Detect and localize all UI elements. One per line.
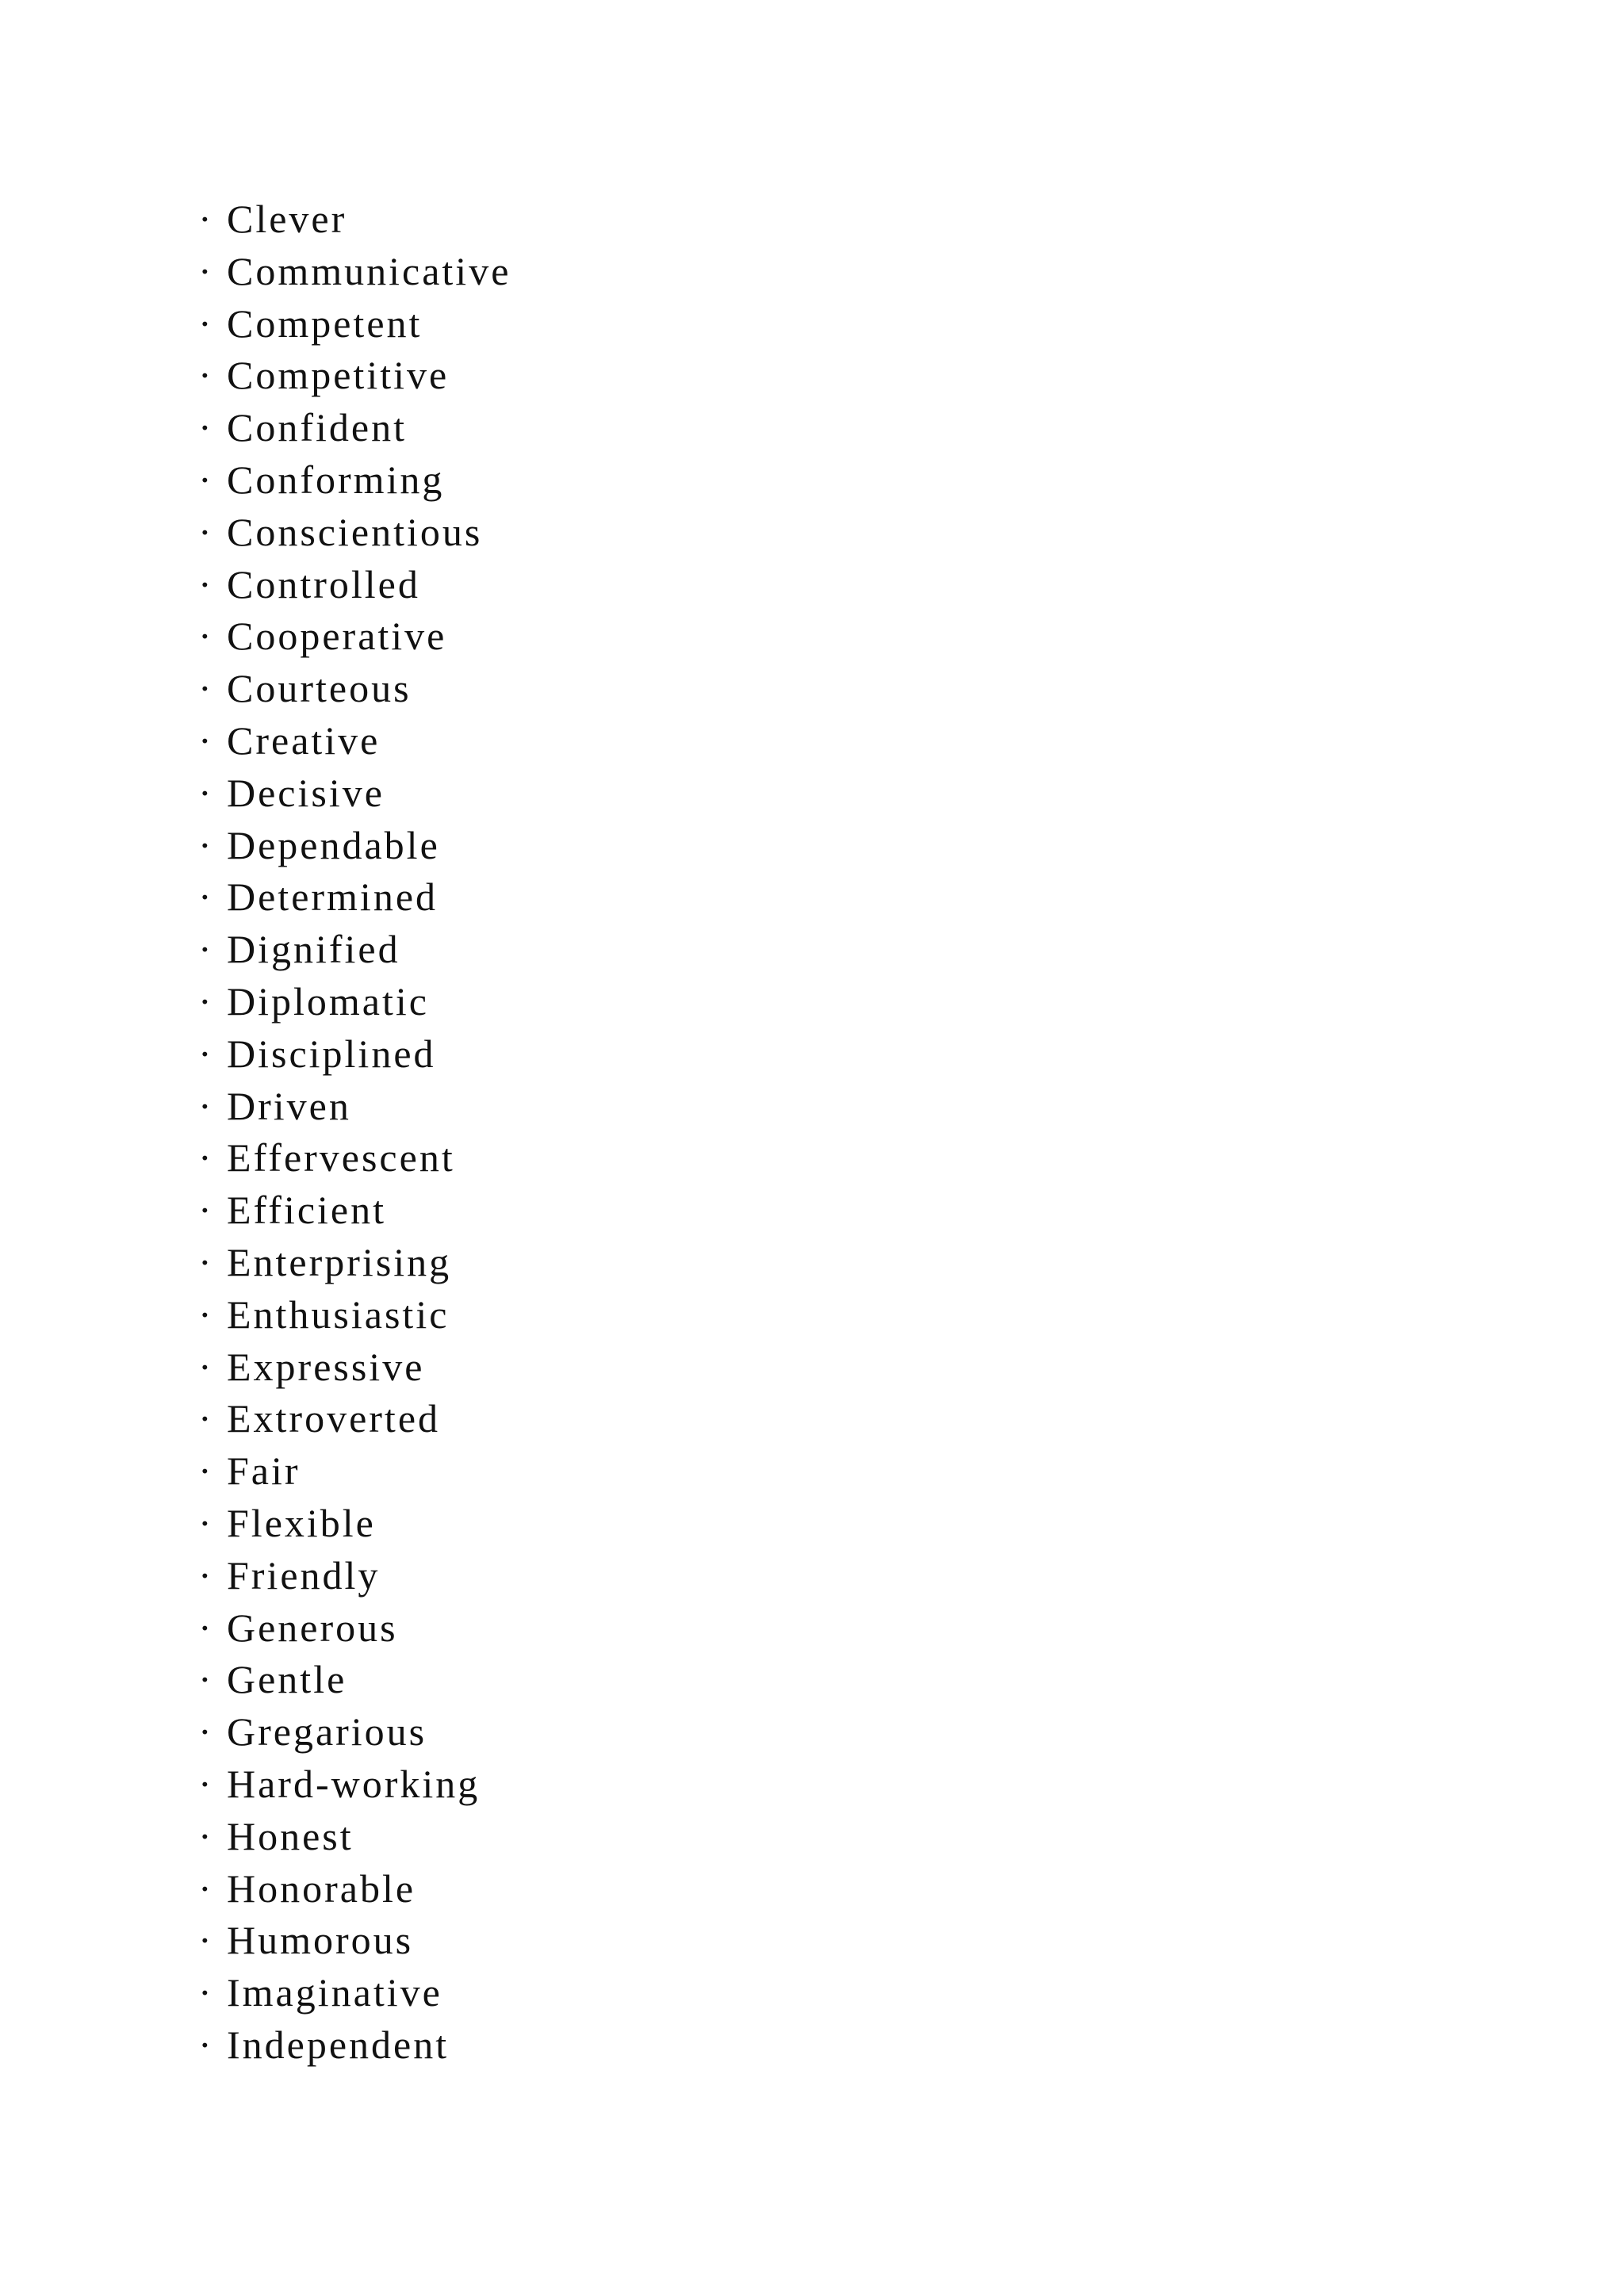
list-item-text: Decisive	[227, 770, 385, 815]
list-item	[198, 193, 511, 246]
bullet-icon: ·	[198, 509, 214, 554]
bullet-icon: ·	[198, 822, 214, 867]
bullet-icon: ·	[198, 1761, 214, 1806]
list-item-text: Confident	[227, 405, 407, 450]
list-item	[198, 1706, 511, 1758]
list-item-text: Conscientious	[227, 509, 483, 554]
bullet-icon: ·	[198, 718, 214, 763]
list-item	[198, 1602, 511, 1655]
list-item	[198, 1758, 511, 1811]
bullet-icon: ·	[198, 770, 214, 815]
list-item	[198, 2019, 511, 2072]
bullet-icon: ·	[198, 1970, 214, 2015]
list-item	[198, 1967, 511, 2019]
list-item-text: Extroverted	[227, 1396, 441, 1441]
bullet-icon: ·	[198, 197, 214, 241]
list-item-text: Controlled	[227, 561, 420, 607]
bullet-icon: ·	[198, 353, 214, 398]
bullet-icon: ·	[198, 1239, 214, 1284]
list-item	[198, 820, 511, 872]
list-item	[198, 663, 511, 715]
bullet-icon: ·	[198, 1188, 214, 1233]
list-item-text: Gregarious	[227, 1709, 427, 1755]
bullet-icon: ·	[198, 457, 214, 502]
bullet-icon: ·	[198, 1031, 214, 1076]
list-item-text: Conforming	[227, 457, 445, 502]
bullet-icon: ·	[198, 1500, 214, 1545]
list-item	[198, 871, 511, 924]
list-item-text: Fair	[227, 1448, 301, 1494]
bullet-icon: ·	[198, 1292, 214, 1337]
list-item	[198, 1863, 511, 1915]
list-item	[198, 1393, 511, 1445]
list-item-text: Diplomatic	[227, 978, 429, 1024]
list-item	[198, 454, 511, 507]
list-item	[198, 1081, 511, 1133]
list-item	[198, 1184, 511, 1237]
list-item	[198, 402, 511, 454]
bullet-icon: ·	[198, 1657, 214, 1702]
list-item	[198, 1028, 511, 1081]
list-item	[198, 507, 511, 559]
list-item-text: Imaginative	[227, 1970, 442, 2015]
bullet-icon: ·	[198, 300, 214, 346]
list-item-text: Creative	[227, 718, 381, 763]
list-item-text: Honorable	[227, 1866, 416, 1911]
list-item-text: Humorous	[227, 1918, 414, 1963]
bullet-icon: ·	[198, 1135, 214, 1181]
list-item-text: Efficient	[227, 1188, 386, 1233]
list-item	[198, 559, 511, 611]
list-item-text: Courteous	[227, 666, 412, 711]
bullet-icon: ·	[198, 927, 214, 972]
bullet-icon: ·	[198, 248, 214, 293]
list-item-text: Gentle	[227, 1657, 347, 1702]
bullet-icon: ·	[198, 1083, 214, 1128]
list-item	[198, 610, 511, 663]
list-item	[198, 1445, 511, 1498]
bullet-icon: ·	[198, 614, 214, 659]
list-item-text: Competitive	[227, 353, 450, 398]
list-item	[198, 1811, 511, 1863]
list-item	[198, 1132, 511, 1184]
list-item-text: Competent	[227, 300, 423, 346]
list-item-text: Dependable	[227, 822, 440, 867]
list-item-text: Generous	[227, 1605, 398, 1650]
list-item-text: Honest	[227, 1813, 354, 1858]
bullet-icon: ·	[198, 1552, 214, 1598]
bullet-icon: ·	[198, 1448, 214, 1494]
list-item-text: Clever	[227, 197, 347, 241]
bullet-icon: ·	[198, 1813, 214, 1858]
list-item-text: Enthusiastic	[227, 1292, 450, 1337]
bullet-icon: ·	[198, 2022, 214, 2067]
list-item-text: Flexible	[227, 1500, 376, 1545]
bullet-icon: ·	[198, 874, 214, 920]
bullet-icon: ·	[198, 1866, 214, 1911]
bullet-icon: ·	[198, 1344, 214, 1389]
list-item-text: Hard-working	[227, 1761, 481, 1806]
bullet-icon: ·	[198, 1605, 214, 1650]
bullet-icon: ·	[198, 1709, 214, 1755]
list-item-text: Disciplined	[227, 1031, 436, 1076]
bullet-icon: ·	[198, 978, 214, 1024]
list-item-text: Communicative	[227, 248, 511, 293]
bullet-icon: ·	[198, 1918, 214, 1963]
list-item	[198, 1915, 511, 1967]
list-item	[198, 976, 511, 1028]
list-item	[198, 1498, 511, 1550]
list-item-text: Friendly	[227, 1552, 381, 1598]
list-item-text: Driven	[227, 1083, 351, 1128]
list-item-text: Dignified	[227, 927, 400, 972]
list-item	[198, 246, 511, 298]
list-item	[198, 1654, 511, 1706]
list-item	[198, 1550, 511, 1602]
list-item-text: Enterprising	[227, 1239, 452, 1284]
list-item-text: Determined	[227, 874, 439, 920]
bullet-icon: ·	[198, 1396, 214, 1441]
adjective-list	[198, 193, 511, 2072]
list-item	[198, 715, 511, 767]
bullet-icon: ·	[198, 666, 214, 711]
list-item	[198, 1341, 511, 1394]
list-item-text: Cooperative	[227, 614, 447, 659]
list-item-text: Expressive	[227, 1344, 425, 1389]
list-item	[198, 767, 511, 820]
list-item	[198, 298, 511, 350]
list-item-text: Independent	[227, 2022, 450, 2067]
list-item	[198, 924, 511, 976]
list-item	[198, 1289, 511, 1341]
list-item	[198, 1237, 511, 1289]
bullet-icon: ·	[198, 405, 214, 450]
list-item	[198, 350, 511, 402]
bullet-icon: ·	[198, 561, 214, 607]
list-item-text: Effervescent	[227, 1135, 455, 1181]
